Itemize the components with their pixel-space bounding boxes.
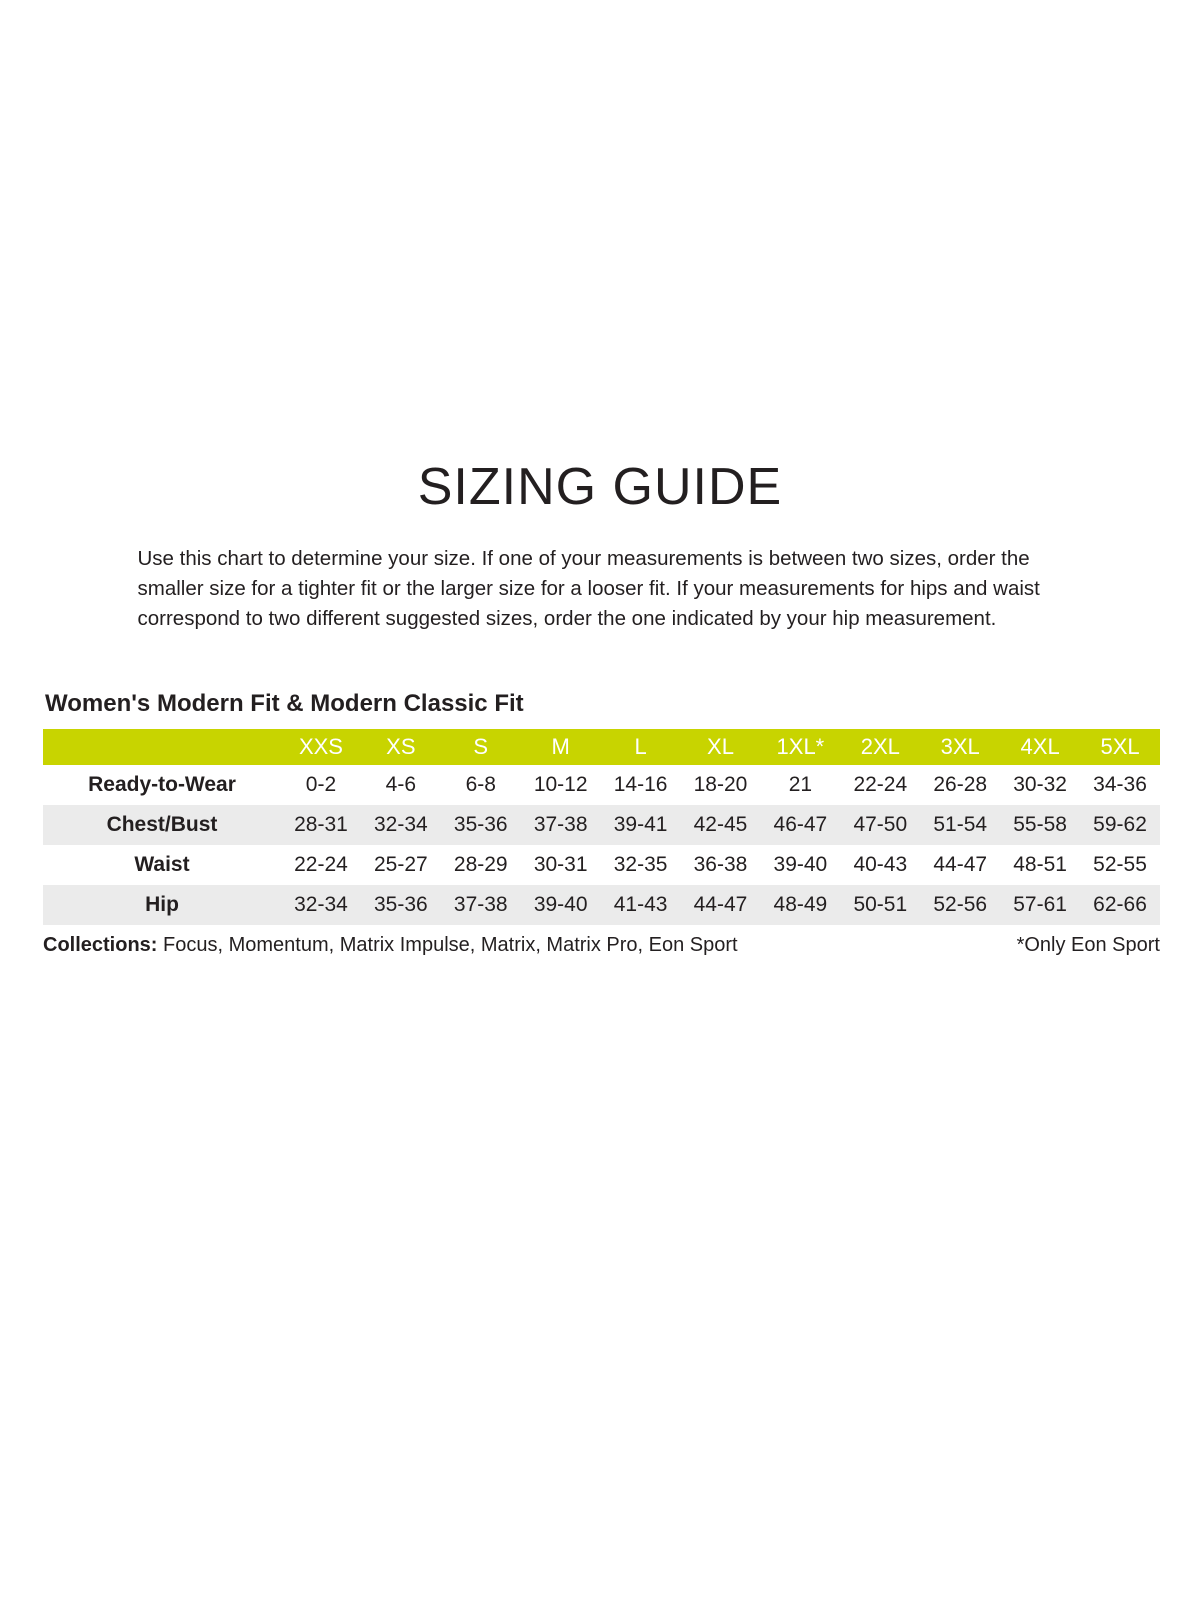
size-value-cell: 39-40 bbox=[521, 885, 601, 925]
size-column-header: 4XL bbox=[1000, 729, 1080, 765]
size-table-header bbox=[43, 729, 1160, 765]
collections-label: Collections: bbox=[43, 933, 158, 956]
size-value-cell: 39-40 bbox=[773, 852, 828, 876]
size-value-cell: 48-49 bbox=[760, 885, 840, 925]
size-header-row bbox=[43, 729, 1160, 765]
size-column-header: L bbox=[601, 729, 681, 765]
size-value-cell: 37-38 bbox=[521, 805, 601, 845]
size-header-spacer bbox=[43, 729, 281, 765]
size-value-cell: 4-6 bbox=[385, 772, 417, 796]
size-value-cell: 30-31 bbox=[533, 852, 588, 876]
size-value-cell: 22-24 bbox=[294, 852, 348, 876]
size-column-header: XS bbox=[361, 729, 441, 765]
size-value-cell: 26-28 bbox=[933, 772, 988, 796]
size-column-header: M bbox=[521, 729, 601, 765]
size-value-cell: 35-36 bbox=[361, 885, 441, 925]
size-table-body bbox=[43, 765, 1160, 925]
size-value-cell: 6-8 bbox=[465, 772, 496, 796]
row-label: Hip bbox=[43, 885, 281, 925]
table-row bbox=[43, 885, 1160, 925]
size-value-cell: 35-36 bbox=[441, 805, 521, 845]
size-value-cell: 46-47 bbox=[760, 805, 840, 845]
size-value-cell: 28-31 bbox=[281, 805, 361, 845]
size-column-header: XXS bbox=[281, 729, 361, 765]
size-value-cell: 37-38 bbox=[441, 885, 521, 925]
size-column-header: S bbox=[441, 729, 521, 765]
section-heading-womens-modern-fit: Women's Modern Fit & Modern Classic Fit bbox=[45, 689, 524, 717]
size-value-cell: 28-29 bbox=[453, 852, 508, 876]
collections-list: Focus, Momentum, Matrix Impulse, Matrix, Matrix Pro, Eon Sport bbox=[157, 933, 738, 956]
table-row bbox=[43, 805, 1160, 845]
size-value-cell: 59-62 bbox=[1080, 805, 1160, 845]
table-row bbox=[43, 765, 1160, 805]
size-value-cell: 48-51 bbox=[1013, 852, 1067, 876]
size-value-cell: 39-41 bbox=[601, 805, 681, 845]
size-value-cell: 32-34 bbox=[361, 805, 441, 845]
size-value-cell: 47-50 bbox=[840, 805, 920, 845]
table-footer-line bbox=[43, 934, 1160, 957]
size-value-cell: 51-54 bbox=[920, 805, 1000, 845]
table-row bbox=[43, 845, 1160, 885]
size-value-cell: 10-12 bbox=[533, 772, 588, 796]
size-value-cell: 40-43 bbox=[853, 852, 908, 876]
size-table bbox=[43, 729, 1160, 925]
size-column-header: 3XL bbox=[920, 729, 1000, 765]
size-value-cell: 57-61 bbox=[1000, 885, 1080, 925]
collections-line bbox=[43, 934, 738, 957]
size-column-header: 2XL bbox=[840, 729, 920, 765]
size-column-header: XL bbox=[681, 729, 761, 765]
size-column-header: 1XL* bbox=[760, 729, 840, 765]
size-value-cell: 21 bbox=[788, 772, 813, 796]
size-value-cell: 52-55 bbox=[1093, 852, 1147, 876]
size-value-cell: 50-51 bbox=[840, 885, 920, 925]
size-value-cell: 52-56 bbox=[920, 885, 1000, 925]
size-value-cell: 25-27 bbox=[374, 852, 428, 876]
size-value-cell: 34-36 bbox=[1093, 772, 1147, 796]
size-value-cell: 14-16 bbox=[613, 772, 668, 796]
intro-paragraph: Use this chart to determine your size. If one of your measurements is between two sizes, order the smaller size for a tighter fit or the larger size for a looser fit. If your measurements for hips and waist correspond to two different suggested sizes, order the one indicated by your hip measurement. bbox=[137, 546, 1040, 630]
size-value-cell: 44-47 bbox=[933, 852, 988, 876]
size-value-cell: 62-66 bbox=[1080, 885, 1160, 925]
size-value-cell: 0-2 bbox=[305, 772, 337, 796]
row-label: Chest/Bust bbox=[43, 805, 281, 845]
size-value-cell: 41-43 bbox=[601, 885, 681, 925]
row-label: Waist bbox=[134, 852, 190, 876]
size-value-cell: 22-24 bbox=[853, 772, 908, 796]
size-value-cell: 30-32 bbox=[1013, 772, 1067, 796]
size-value-cell: 36-38 bbox=[693, 852, 748, 876]
size-value-cell: 42-45 bbox=[681, 805, 761, 845]
page-title: SIZING GUIDE bbox=[417, 458, 783, 516]
row-label: Ready-to-Wear bbox=[88, 772, 236, 796]
size-value-cell: 32-34 bbox=[281, 885, 361, 925]
size-footnote: *Only Eon Sport bbox=[1016, 933, 1160, 956]
size-value-cell: 18-20 bbox=[693, 772, 748, 796]
size-column-header: 5XL bbox=[1080, 729, 1160, 765]
size-value-cell: 55-58 bbox=[1000, 805, 1080, 845]
size-value-cell: 44-47 bbox=[681, 885, 761, 925]
size-value-cell: 32-35 bbox=[613, 852, 668, 876]
